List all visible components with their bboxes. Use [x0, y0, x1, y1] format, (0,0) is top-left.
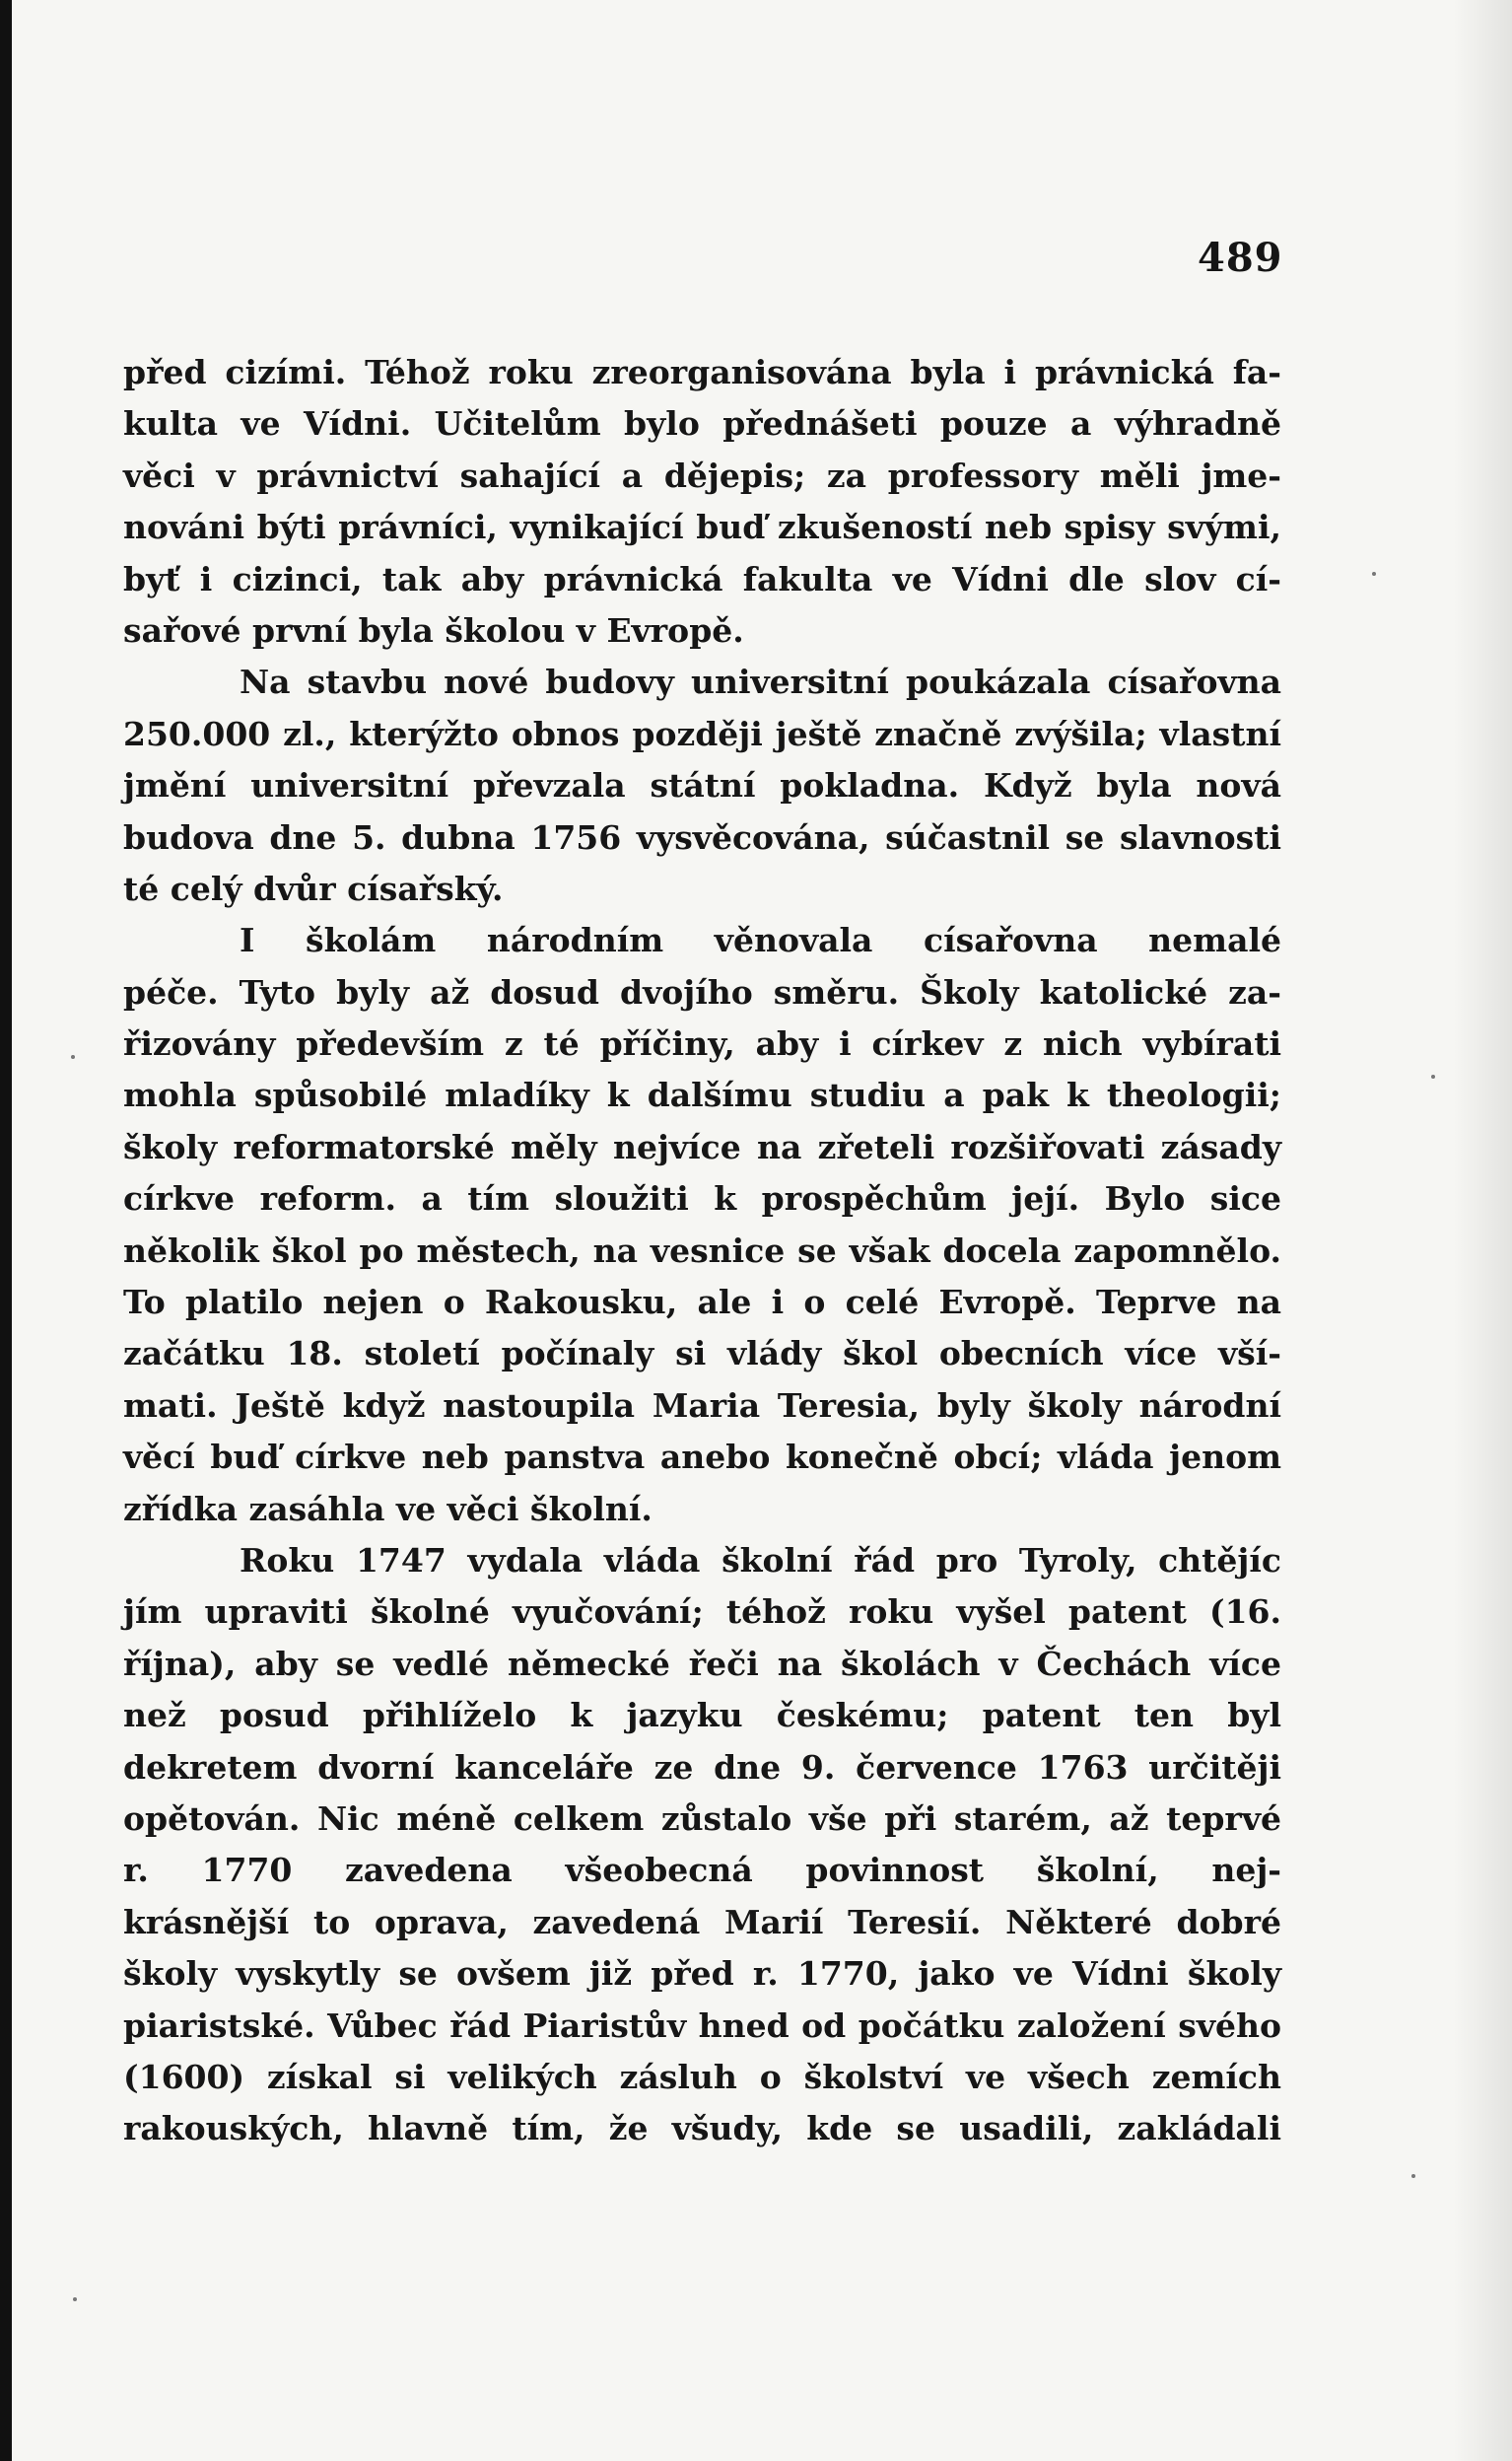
text-line: 250.000 zl., kterýžto obnos později ještě značně zvýšila; vlastní — [123, 714, 1281, 753]
text-line: Roku 1747 vydala vláda školní řád pro Tyroly, chtějíc — [240, 1540, 1281, 1580]
scan-speck — [1411, 2174, 1415, 2178]
text-line: církve reform. a tím sloužiti k prospěchům její. Bylo sice — [123, 1179, 1281, 1219]
text-line: mati. Ještě když nastoupila Maria Teresia, byly školy národní — [123, 1385, 1281, 1425]
scan-left-edge — [0, 0, 12, 2461]
text-line: (1600) získal si velikých zásluh o školství ve všech zemích — [123, 2057, 1281, 2096]
text-line: věcí buď církve neb panstva anebo konečně obcí; vláda jenom — [123, 1438, 1281, 1477]
text-line: jmění universitní převzala státní pokladna. Když byla nová — [123, 766, 1281, 806]
text-line: jím upraviti školné vyučování; téhož roku vyšel patent (16. — [123, 1592, 1281, 1632]
text-line: školy vyskytly se ovšem již před r. 1770, jako ve Vídni školy — [123, 1954, 1281, 1994]
page-gutter-shadow — [1453, 0, 1512, 2461]
text-line: před cizími. Téhož roku zreorganisována byla i právnická fa- — [123, 353, 1281, 391]
text-line: školy reformatorské měly nejvíce na zřeteli rozšiřovati zásady — [123, 1127, 1281, 1166]
scan-speck — [71, 1055, 75, 1059]
text-line: piaristské. Vůbec řád Piaristův hned od počátku založení svého — [123, 2005, 1281, 2045]
text-line: zřídka zasáhla ve věci školní. — [123, 1489, 653, 1528]
text-line: začátku 18. století počínaly si vlády škol obecních více vší- — [123, 1334, 1281, 1373]
text-line: budova dne 5. dubna 1756 vysvěcována, súčastnil se slavnosti — [123, 817, 1281, 857]
text-line: r. 1770 zavedena všeobecná povinnost školní, nej- — [123, 1851, 1281, 1890]
text-line: té celý dvůr císařský. — [123, 869, 504, 908]
scan-speck — [73, 2297, 77, 2301]
body-text — [123, 347, 1281, 2155]
text-line: mohla spůsobilé mladíky k dalšímu studiu a pak k theologii; — [123, 1076, 1281, 1115]
text-line: několik škol po městech, na vesnice se však docela zapomnělo. — [123, 1230, 1281, 1270]
scan-speck — [1431, 1075, 1435, 1079]
text-line: Na stavbu nové budovy universitní poukázala císařovna — [240, 663, 1281, 702]
text-line: dekretem dvorní kanceláře ze dne 9. července 1763 určitěji — [123, 1747, 1281, 1787]
text-line: To platilo nejen o Rakousku, ale i o celé Evropě. Teprve na — [123, 1283, 1281, 1322]
text-line: než posud přihlíželo k jazyku českému; patent ten byl — [123, 1696, 1281, 1735]
text-line: věci v právnictví sahající a dějepis; za professory měli jme- — [123, 456, 1281, 495]
text-line: opětován. Nic méně celkem zůstalo vše při starém, až teprvé — [123, 1798, 1281, 1838]
scan-speck — [1372, 572, 1376, 576]
text-line: krásnější to oprava, zavedená Marií Teresií. Některé dobré — [123, 1902, 1281, 1941]
text-line: I školám národním věnovala císařovna nemalé — [240, 921, 1281, 960]
text-line: kulta ve Vídni. Učitelům bylo přednášeti pouze a výhradně — [123, 404, 1281, 444]
book-page — [12, 0, 1512, 2461]
text-line: rakouských, hlavně tím, že všudy, kde se usadili, zakládali — [123, 2109, 1281, 2148]
text-line: řizovány především z té příčiny, aby i církev z nich vybírati — [123, 1024, 1281, 1064]
text-line: byť i cizinci, tak aby právnická fakulta ve Vídni dle slov cí- — [123, 559, 1281, 598]
text-line: sařové první byla školou v Evropě. — [123, 610, 744, 650]
page-number: 489 — [1198, 235, 1283, 281]
text-line: nováni býti právníci, vynikající buď zkušeností neb spisy svými, — [123, 508, 1281, 547]
text-line: péče. Tyto byly až dosud dvojího směru. Školy katolické za- — [123, 972, 1281, 1012]
text-line: října), aby se vedlé německé řeči na školách v Čechách více — [123, 1644, 1281, 1683]
